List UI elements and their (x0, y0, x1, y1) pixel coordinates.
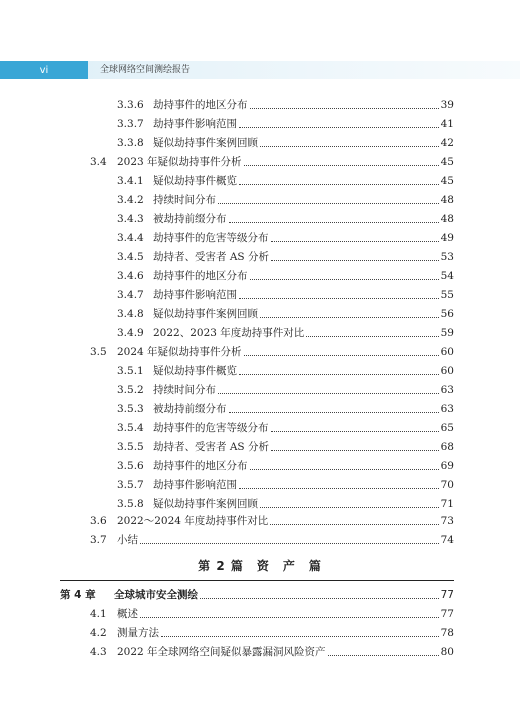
entry-page: 78 (440, 627, 454, 639)
toc-section-entry[interactable] (90, 624, 454, 642)
entry-title: 概述 (117, 608, 138, 620)
entry-page: 65 (440, 422, 454, 434)
entry-title: 被劫持前缀分布 (153, 403, 227, 415)
entry-title: 测量方法 (117, 627, 159, 639)
entry-number: 3.4 (90, 156, 107, 168)
entry-number: 3.5.6 (117, 460, 144, 472)
toc-entry[interactable] (117, 495, 454, 513)
entry-page: 41 (440, 118, 454, 130)
dot-leader (271, 449, 439, 451)
entry-number: 3.4.5 (117, 251, 144, 263)
entry-page: 60 (440, 346, 454, 358)
dot-leader (260, 506, 439, 508)
toc-entry[interactable] (117, 362, 454, 380)
dot-leader (229, 411, 439, 413)
entry-number: 3.3.6 (117, 99, 144, 111)
dot-leader (239, 126, 439, 128)
toc-entry[interactable] (117, 476, 454, 494)
toc-entry[interactable] (117, 305, 454, 323)
entry-page: 42 (440, 137, 454, 149)
entry-number: 3.5.7 (117, 479, 144, 491)
entry-number: 3.5.3 (117, 403, 144, 415)
entry-title: 持续时间分布 (153, 384, 216, 396)
dot-leader (250, 278, 439, 280)
toc-entry[interactable] (117, 172, 454, 190)
toc-entry[interactable] (117, 457, 454, 475)
toc-section-entry[interactable] (90, 343, 454, 361)
dot-leader (328, 654, 439, 656)
entry-page: 60 (440, 365, 454, 377)
dot-leader (218, 392, 439, 394)
dot-leader (260, 145, 439, 147)
entry-page: 70 (440, 479, 454, 491)
entry-page: 77 (440, 608, 454, 620)
entry-title: 持续时间分布 (153, 194, 216, 206)
entry-page: 69 (440, 460, 454, 472)
entry-title: 劫持者、受害者 AS 分析 (153, 441, 269, 453)
entry-page: 55 (440, 289, 454, 301)
entry-title: 劫持事件影响范围 (153, 479, 237, 491)
dot-leader (239, 373, 439, 375)
dot-leader (244, 164, 439, 166)
entry-title: 2022 年全球网络空间疑似暴露漏洞风险资产 (117, 646, 326, 658)
dot-leader (200, 597, 439, 599)
toc-entry[interactable] (117, 286, 454, 304)
toc-entry[interactable] (117, 438, 454, 456)
toc-entry[interactable] (117, 134, 454, 152)
toc-entry[interactable] (117, 267, 454, 285)
toc-entry[interactable] (117, 400, 454, 418)
entry-page: 77 (440, 589, 454, 601)
entry-number: 3.4.7 (117, 289, 144, 301)
entry-number: 3.5.4 (117, 422, 144, 434)
entry-title: 劫持事件影响范围 (153, 289, 237, 301)
entry-page: 74 (440, 534, 454, 546)
toc-chapter-entry[interactable] (60, 586, 454, 604)
entry-number: 3.3.7 (117, 118, 144, 130)
entry-page: 39 (440, 99, 454, 111)
toc-section-entry[interactable] (90, 512, 454, 530)
entry-number: 3.4.8 (117, 308, 144, 320)
toc-entry[interactable] (117, 419, 454, 437)
toc-entry[interactable] (117, 96, 454, 114)
dot-leader (250, 107, 439, 109)
entry-page: 54 (440, 270, 454, 282)
toc-entry[interactable] (117, 191, 454, 209)
entry-title: 劫持事件的危害等级分布 (153, 422, 269, 434)
entry-title: 被劫持前缀分布 (153, 213, 227, 225)
dot-leader (260, 316, 439, 318)
toc-section-entry[interactable] (90, 605, 454, 623)
dot-leader (229, 221, 439, 223)
toc-section-entry[interactable] (90, 531, 454, 549)
part-divider (60, 580, 454, 581)
entry-title: 疑似劫持事件概览 (153, 365, 237, 377)
dot-leader (250, 468, 439, 470)
part-heading: 第 2 篇 资 产 篇 (198, 559, 322, 573)
entry-title: 劫持事件的地区分布 (153, 460, 248, 472)
dot-leader (271, 259, 439, 261)
entry-page: 71 (440, 498, 454, 510)
page-number: vi (0, 61, 88, 79)
entry-number: 3.5.5 (117, 441, 144, 453)
dot-leader (271, 430, 439, 432)
dot-leader (239, 183, 439, 185)
entry-number: 3.5.8 (117, 498, 144, 510)
entry-page: 45 (440, 156, 454, 168)
entry-title: 疑似劫持事件案例回顾 (153, 137, 258, 149)
entry-page: 48 (440, 194, 454, 206)
entry-number: 3.6 (90, 515, 107, 527)
entry-page: 49 (440, 232, 454, 244)
entry-title: 疑似劫持事件案例回顾 (153, 498, 258, 510)
toc-entry[interactable] (117, 381, 454, 399)
dot-leader (140, 616, 439, 618)
entry-title: 小结 (117, 534, 138, 546)
entry-number: 3.4.9 (117, 327, 144, 339)
entry-title: 2022～2024 年度劫持事件对比 (117, 515, 269, 527)
entry-title: 疑似劫持事件案例回顾 (153, 308, 258, 320)
entry-number: 3.4.4 (117, 232, 144, 244)
dot-leader (140, 542, 439, 544)
toc-entry[interactable] (117, 115, 454, 133)
entry-title: 2024 年疑似劫持事件分析 (117, 346, 242, 358)
entry-number: 3.7 (90, 534, 107, 546)
dot-leader (239, 487, 439, 489)
entry-title: 劫持事件影响范围 (153, 118, 237, 130)
entry-page: 63 (440, 384, 454, 396)
entry-number: 3.3.8 (117, 137, 144, 149)
entry-title: 劫持事件的地区分布 (153, 99, 248, 111)
entry-page: 48 (440, 213, 454, 225)
entry-page: 68 (440, 441, 454, 453)
entry-page: 73 (440, 515, 454, 527)
entry-number: 第 4 章 (60, 589, 96, 601)
entry-title: 2023 年疑似劫持事件分析 (117, 156, 242, 168)
dot-leader (244, 354, 439, 356)
entry-page: 45 (440, 175, 454, 187)
entry-number: 3.5 (90, 346, 107, 358)
entry-page: 80 (440, 646, 454, 658)
dot-leader (239, 297, 439, 299)
entry-page: 63 (440, 403, 454, 415)
dot-leader (270, 523, 438, 525)
entry-title: 劫持者、受害者 AS 分析 (153, 251, 269, 263)
entry-number: 4.1 (90, 608, 107, 620)
toc-entry[interactable] (117, 248, 454, 266)
dot-leader (161, 635, 439, 637)
toc-section-entry[interactable] (90, 643, 454, 661)
entry-number: 3.4.1 (117, 175, 144, 187)
entry-title: 疑似劫持事件概览 (153, 175, 237, 187)
entry-number: 4.2 (90, 627, 107, 639)
entry-title: 劫持事件的地区分布 (153, 270, 248, 282)
toc-entry[interactable] (117, 324, 454, 342)
dot-leader (306, 335, 438, 337)
entry-number: 3.5.2 (117, 384, 144, 396)
dot-leader (271, 240, 439, 242)
entry-number: 4.3 (90, 646, 107, 658)
entry-number: 3.4.3 (117, 213, 144, 225)
toc-entry[interactable] (117, 229, 454, 247)
entry-page: 56 (440, 308, 454, 320)
entry-number: 3.4.6 (117, 270, 144, 282)
entry-title: 劫持事件的危害等级分布 (153, 232, 269, 244)
toc-entry[interactable] (117, 210, 454, 228)
entry-page: 59 (440, 327, 454, 339)
dot-leader (218, 202, 439, 204)
running-title: 全球网络空间测绘报告 (100, 65, 191, 75)
entry-title: 全球城市安全测绘 (114, 589, 198, 601)
entry-number: 3.4.2 (117, 194, 144, 206)
entry-title: 2022、2023 年度劫持事件对比 (153, 327, 305, 339)
toc-section-entry[interactable] (90, 153, 454, 171)
entry-page: 53 (440, 251, 454, 263)
entry-number: 3.5.1 (117, 365, 144, 377)
